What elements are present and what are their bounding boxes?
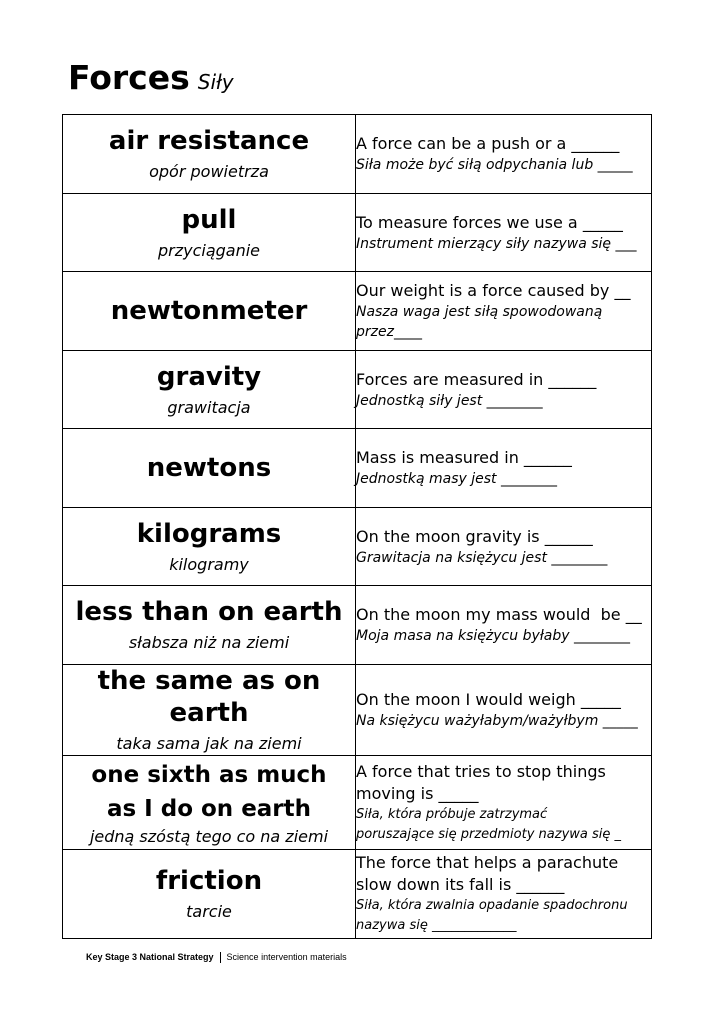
term-polish: słabsza niż na ziemi: [128, 633, 290, 652]
term-english: air resistance: [108, 126, 310, 156]
term-polish: jedną szóstą tego co na ziemi: [89, 826, 329, 846]
title-english: Forces: [68, 58, 190, 97]
term-cell: [63, 508, 356, 586]
clue-polish: Instrument mierzący siły nazywa się ___: [356, 235, 637, 252]
term-cell: [63, 272, 356, 351]
table-row: [63, 586, 652, 665]
clue-cell: [356, 586, 652, 665]
term-cell: [63, 429, 356, 508]
table-row: [63, 194, 652, 272]
table-row: [63, 115, 652, 194]
term-english: less than on earth: [75, 597, 343, 627]
clue-cell: [356, 272, 652, 351]
footer-materials: Science intervention materials: [226, 952, 347, 962]
term-english: newtonmeter: [110, 296, 308, 326]
clue-polish: Siła, która zwalnia opadanie spadochronu nazywa się _____________: [356, 898, 628, 933]
term-english: newtons: [146, 453, 272, 483]
term-english: pull: [181, 204, 237, 235]
term-english: kilograms: [136, 518, 282, 549]
term-polish: tarcie: [186, 902, 232, 921]
term-polish: taka sama jak na ziemi: [116, 734, 302, 753]
term-cell: [63, 351, 356, 429]
table-row: [63, 756, 652, 850]
term-cell: [63, 850, 356, 939]
clue-polish: Grawitacja na księżycu jest ________: [356, 549, 608, 566]
page-footer: [86, 952, 347, 963]
clue-english: On the moon my mass would be __: [356, 605, 642, 624]
clue-cell: [356, 665, 652, 756]
clue-english: To measure forces we use a _____: [356, 212, 623, 232]
clue-polish: Jednostką siły jest ________: [356, 392, 543, 409]
term-polish: grawitacja: [167, 397, 251, 417]
term-polish: opór powietrza: [149, 162, 269, 181]
term-cell: [63, 115, 356, 194]
table-row: [63, 665, 652, 756]
clue-polish: Moja masa na księżycu byłaby ________: [356, 628, 630, 644]
clue-polish: Na księżycu ważyłabym/ważyłbym _____: [356, 713, 638, 729]
term-polish: kilogramy: [169, 554, 249, 574]
clue-english: The force that helps a parachute slow down its fall is ______: [356, 853, 619, 894]
clue-cell: [356, 850, 652, 939]
clue-polish: Siła, która próbuje zatrzymać poruszające się przedmioty nazywa się _: [356, 806, 622, 842]
clue-english: A force can be a push or a ______: [356, 134, 620, 153]
table-row: [63, 272, 652, 351]
term-english: the same as on earth: [97, 666, 321, 728]
term-english: friction: [155, 866, 263, 896]
term-polish: przyciąganie: [157, 240, 261, 260]
clue-cell: [356, 194, 652, 272]
clue-cell: [356, 508, 652, 586]
clue-english: On the moon gravity is ______: [356, 526, 593, 546]
table-row: [63, 508, 652, 586]
clue-cell: [356, 351, 652, 429]
page-title: [68, 58, 234, 102]
clue-english: Forces are measured in ______: [356, 369, 597, 389]
clue-english: Mass is measured in ______: [356, 448, 572, 467]
table-row: [63, 850, 652, 939]
clue-cell: [356, 756, 652, 850]
term-cell: [63, 586, 356, 665]
clue-english: Our weight is a force caused by __: [356, 281, 631, 300]
term-cell: [63, 756, 356, 850]
clue-polish: Jednostką masy jest ________: [356, 471, 557, 487]
term-cell: [63, 194, 356, 272]
forces-table: [62, 114, 652, 939]
footer-divider: [220, 952, 221, 963]
clue-cell: [356, 115, 652, 194]
table-row: [63, 429, 652, 508]
footer-strategy: Key Stage 3 National Strategy: [86, 952, 214, 962]
term-cell: [63, 665, 356, 756]
term-english: gravity: [156, 361, 262, 392]
clue-english: A force that tries to stop things moving is _____: [356, 761, 606, 803]
term-english: one sixth as much as I do on earth: [91, 761, 327, 822]
clue-english: On the moon I would weigh _____: [356, 690, 621, 709]
title-polish: Siły: [197, 70, 234, 94]
table-row: [63, 351, 652, 429]
clue-cell: [356, 429, 652, 508]
clue-polish: Nasza waga jest siłą spowodowaną przez____: [356, 304, 603, 340]
clue-polish: Siła może być siłą odpychania lub _____: [356, 157, 633, 173]
